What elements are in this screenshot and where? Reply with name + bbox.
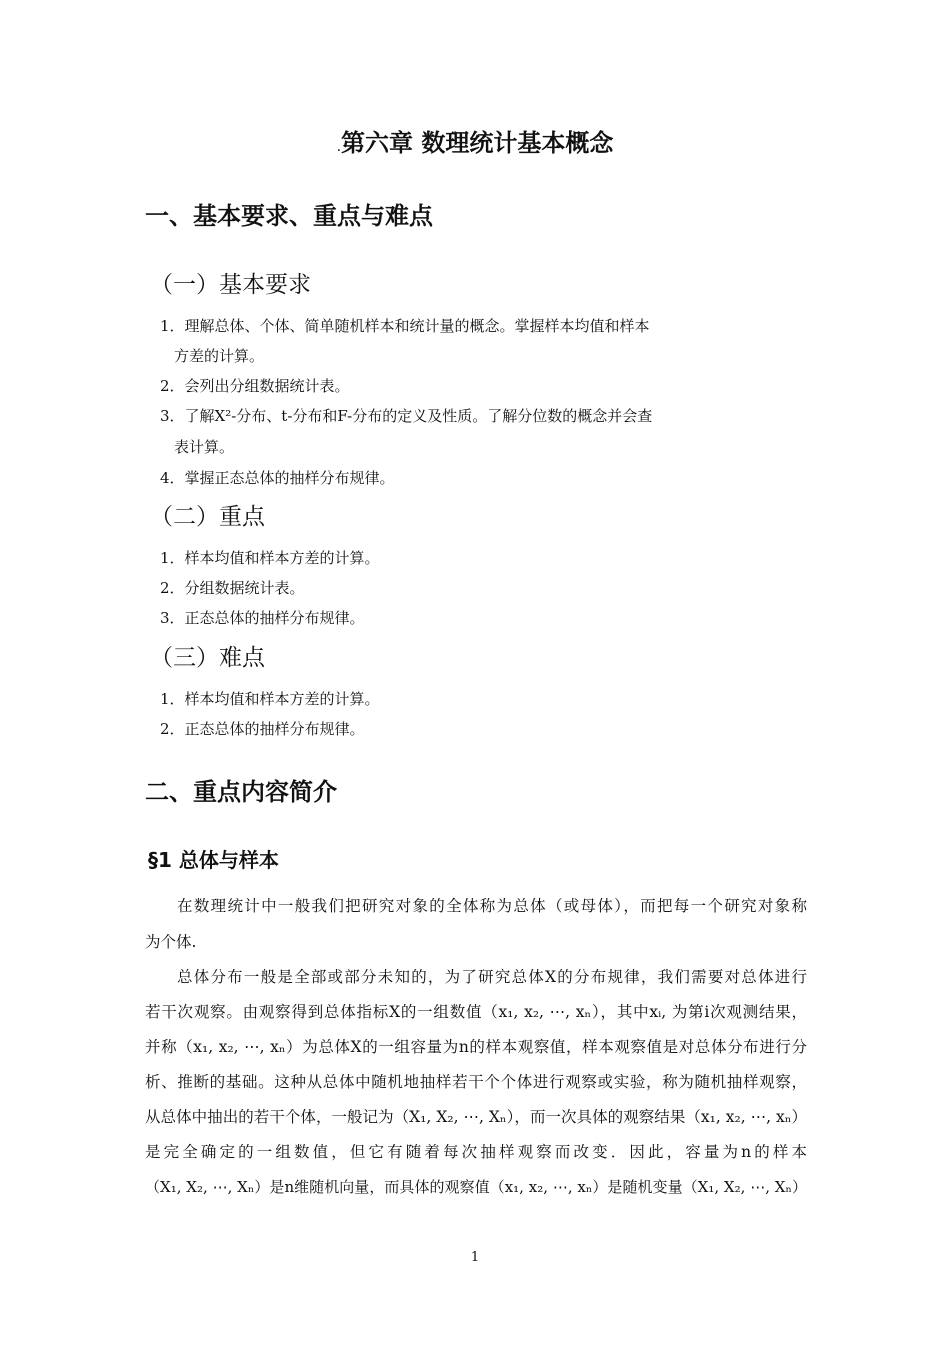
- list-item: 2．正态总体的抽样分布规律。: [160, 720, 365, 738]
- subheading-basic-requirements: （一）基本要求: [150, 272, 311, 298]
- section-heading-requirements: 一、基本要求、重点与难点: [145, 202, 433, 230]
- list-item: 1．理解总体、个体、简单随机样本和统计量的概念。掌握样本均值和样本: [160, 317, 650, 335]
- subheading-key-points: （二）重点: [150, 504, 265, 530]
- list-item: 3．正态总体的抽样分布规律。: [160, 609, 365, 627]
- list-item: 2．会列出分组数据统计表。: [160, 377, 350, 395]
- list-item: 1．样本均值和样本方差的计算。: [160, 690, 380, 708]
- list-item: 4．掌握正态总体的抽样分布规律。: [160, 469, 395, 487]
- paragraph-line: 是完全确定的一组数值，但它有随着每次抽样观察而改变．因此，容量为n的样本: [145, 1143, 807, 1161]
- section-heading-summary: 二、重点内容简介: [145, 778, 337, 806]
- paragraph-line: 总体分布一般是全部或部分未知的，为了研究总体X的分布规律，我们需要对总体进行: [177, 968, 807, 986]
- paragraph-line: 从总体中抽出的若干个体，一般记为（X₁, X₂, ⋯, Xₙ），而一次具体的观察结果（x₁, x₂, ⋯, xₙ）: [145, 1108, 807, 1126]
- subheading-difficulties: （三）难点: [150, 645, 265, 671]
- list-item: 1．样本均值和样本方差的计算。: [160, 549, 380, 567]
- paragraph-line: 为个体.: [145, 933, 197, 951]
- title-prefix: .: [336, 139, 342, 155]
- paragraph-line: 在数理统计中一般我们把研究对象的全体称为总体（或母体），而把每一个研究对象称: [177, 897, 807, 915]
- list-item-continuation: 表计算。: [174, 438, 235, 456]
- chapter-title: [0, 123, 950, 158]
- paragraph-line: 并称（x₁, x₂, ⋯, xₙ）为总体X的一组容量为n的样本观察值，样本观察值是对总体分布进行分: [145, 1038, 807, 1056]
- page-number: 1: [470, 1250, 480, 1265]
- subsection-heading: §1 总体与样本: [148, 848, 279, 872]
- list-item: 2．分组数据统计表。: [160, 579, 305, 597]
- list-item: 3．了解X²-分布、t-分布和F-分布的定义及性质。了解分位数的概念并会查: [160, 407, 653, 425]
- list-item-continuation: 方差的计算。: [174, 347, 265, 365]
- title-text: 第六章 数理统计基本概念: [341, 129, 614, 157]
- paragraph-line: 若干次观察。由观察得到总体指标X的一组数值（x₁, x₂, ⋯, xₙ），其中xᵢ, 为第i次观测结果，: [145, 1003, 807, 1021]
- paragraph-line: 析、推断的基础。这种从总体中随机地抽样若干个个体进行观察或实验，称为随机抽样观察，: [145, 1073, 807, 1091]
- paragraph-line: （X₁, X₂, ⋯, Xₙ）是n维随机向量，而具体的观察值（x₁, x₂, ⋯, xₙ）是随机变量（X₁, X₂, ⋯, Xₙ）: [145, 1178, 807, 1196]
